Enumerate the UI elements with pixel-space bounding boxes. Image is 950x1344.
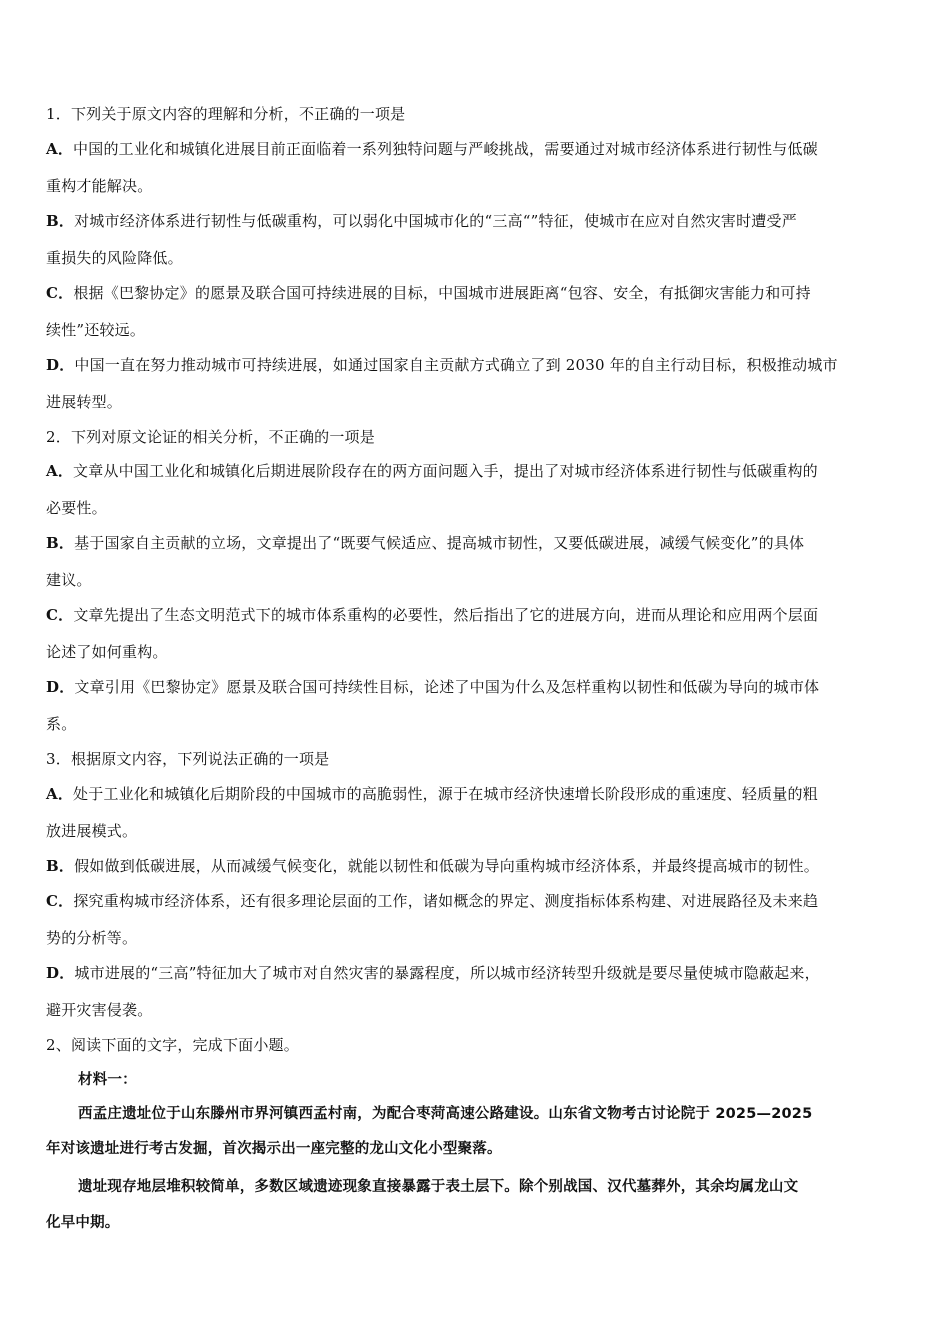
option-text: 处于工业化和城镇化后期阶段的中国城市的高脆弱性，源于在城市经济快速增长阶段形成的重速度、轻质量的粗 [73,785,818,803]
option-letter: C． [46,606,74,624]
material-paragraph-2-line-1: 遗址现存地层堆积较简单，多数区域遗迹现象直接暴露于表土层下。除个别战国、汉代墓葬外，其余均属龙山文 [78,1179,799,1195]
option-letter: A． [46,140,74,158]
q1-option-b-line-2: 重损失的风险降低。 [46,249,183,267]
option-letter: B． [46,212,75,230]
q1-option-c-line-2: 续性”还较远。 [46,321,146,339]
option-text: 文章从中国工业化和城镇化后期进展阶段存在的两方面问题入手，提出了对城市经济体系进行韧性与低碳重构的 [73,462,818,480]
option-letter: D． [46,964,75,982]
q3-option-d-line-1 [46,963,906,983]
option-text: 中国一直在努力推动城市可持续进展，如通过国家自主贡献方式确立了到 2030 年的自主行动目标，积极推动城市 [74,356,838,374]
q2-option-c-line-2: 论述了如何重构。 [46,643,168,661]
option-letter: A． [46,785,74,803]
question-1-stem: 1．下列关于原文内容的理解和分析，不正确的一项是 [46,105,406,123]
option-letter: D． [46,678,75,696]
option-text: 文章引用《巴黎协定》愿景及联合国可持续性目标，论述了中国为什么及怎样重构以韧性和低碳为导向的城市体 [74,678,820,696]
option-letter: B． [46,534,75,552]
option-letter: C． [46,892,74,910]
q2-option-b-line-2: 建议。 [46,571,92,589]
q2-option-b-line-1 [46,533,906,553]
option-text: 基于国家自主贡献的立场，文章提出了“既要气候适应、提高城市韧性，又要低碳进展，减缓气候变化”的具体 [74,534,805,552]
option-text: 假如做到低碳进展，从而减缓气候变化，就能以韧性和低碳为导向重构城市经济体系，并最终提高城市的韧性。 [74,857,819,875]
q1-option-a-line-2: 重构才能解决。 [46,177,153,195]
q1-option-c-line-1 [46,283,906,303]
q3-option-b-line-1 [46,856,906,876]
q2-option-a-line-2: 必要性。 [46,499,107,517]
q2-option-a-line-1 [46,461,906,481]
option-letter: D． [46,356,75,374]
option-letter: A． [46,462,74,480]
option-text: 对城市经济体系进行韧性与低碳重构，可以弱化中国城市化的“三高“”特征，使城市在应对自然灾害时遭受严 [74,212,797,230]
q3-option-a-line-2: 放进展模式。 [46,822,138,840]
q2-option-d-line-2: 系。 [46,715,77,733]
q1-option-a-line-1 [46,139,906,159]
question-3-stem: 3．根据原文内容，下列说法正确的一项是 [46,750,330,768]
option-text: 探究重构城市经济体系，还有很多理论层面的工作，诸如概念的界定、测度指标体系构建、对进展路径及未来趋 [73,892,819,910]
material-title: 材料一： [78,1072,137,1088]
material-paragraph-1-line-2: 年对该遗址进行考古发掘，首次揭示出一座完整的龙山文化小型聚落。 [46,1141,502,1157]
q3-option-d-line-2: 避开灾害侵袭。 [46,1001,153,1019]
q2-option-d-line-1 [46,677,906,697]
option-letter: C． [46,284,74,302]
q1-option-d-line-2: 进展转型。 [46,393,123,411]
material-paragraph-1-line-1: 西孟庄遗址位于山东滕州市界河镇西孟村南，为配合枣菏高速公路建设。山东省文物考古讨论院于 2025—2025 [78,1106,813,1122]
section-2-heading: 2、阅读下面的文字，完成下面小题。 [46,1036,299,1054]
option-text: 根据《巴黎协定》的愿景及联合国可持续进展的目标，中国城市进展距离“包容、安全，有抵御灾害能力和可持 [73,284,811,302]
q3-option-c-line-1 [46,891,906,911]
q2-option-c-line-1 [46,605,906,625]
q1-option-b-line-1 [46,211,906,231]
q3-option-c-line-2: 势的分析等。 [46,929,138,947]
material-paragraph-2-line-2: 化早中期。 [46,1215,120,1231]
option-text: 城市进展的“三高”特征加大了城市对自然灾害的暴露程度，所以城市经济转型升级就是要尽量使城市隐蔽起来， [74,964,820,982]
question-2-stem: 2．下列对原文论证的相关分析，不正确的一项是 [46,428,375,446]
q3-option-a-line-1 [46,784,906,804]
q1-option-d-line-1 [46,355,906,375]
option-letter: B． [46,857,75,875]
option-text: 中国的工业化和城镇化进展目前正面临着一系列独特问题与严峻挑战，需要通过对城市经济体系进行韧性与低碳 [73,140,818,158]
option-text: 文章先提出了生态文明范式下的城市体系重构的必要性，然后指出了它的进展方向，进而从理论和应用两个层面 [73,606,819,624]
